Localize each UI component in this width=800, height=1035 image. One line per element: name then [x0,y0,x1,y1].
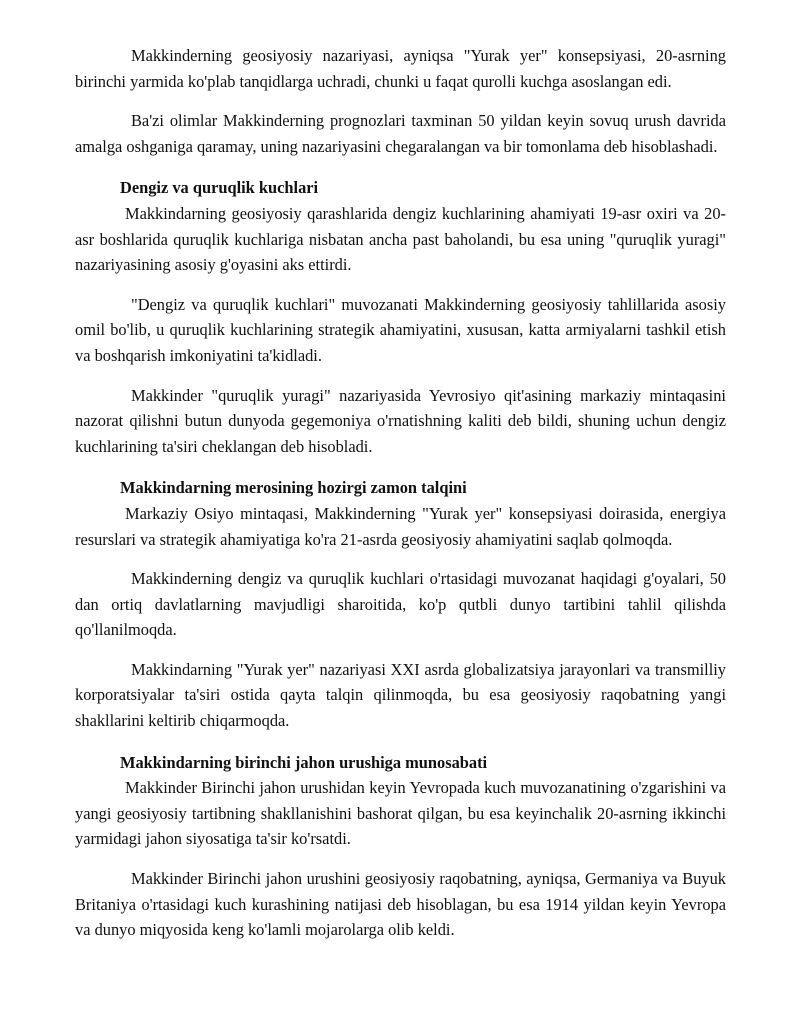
paragraph-3: Makkindarning geosiyosiy qarashlarida dengiz kuchlarining ahamiyati 19-asr oxiri va 20-asr boshlarida quruqlik kuchlariga nisbatan ancha past baholandi, bu esa uning "quruqlik yuragi" nazariyasining asosiy g'oyasini aks ettirdi. [75,203,726,275]
paragraph-1: Makkinderning geosiyosiy nazariyasi, ayniqsa "Yurak yer" konsepsiyasi, 20-asrning birinchi yarmida ko'plab tanqidlarga uchradi, chunki u faqat qurolli kuchga asoslangan edi. [75,46,726,91]
paragraph-6: Markaziy Osiyo mintaqasi, Makkinderning "Yurak yer" konsepsiyasi doirasida, energiya resurslari va strategik ahamiyatiga ko'ra 21-asrda geosiyosiy ahamiyatini saqlab qolmoqda. [75,503,726,549]
paragraph-2: Ba'zi olimlar Makkinderning prognozlari taxminan 50 yildan keyin sovuq urush davrida amalga oshganiga qaramay, uning nazariyasini chegaralangan va bir tomonlama deb hisoblashadi. [75,111,726,156]
paragraph-9: Makkinder Birinchi jahon urushidan keyin Yevropada kuch muvozanatining o'zgarishini va yangi geosiyosiy tartibning shakllanishini bashorat qilgan, bu esa keyinchalik 20-asrning ikkinchi yarmidagi jahon siyosatiga ta'sir ko'rsatdi. [75,778,726,849]
paragraph-7: Makkinderning dengiz va quruqlik kuchlari o'rtasidagi muvozanat haqidagi g'oyalari, 50 dan ortiq davlatlarning mavjudligi sharoitida, ko'p qutbli dunyo tartibini tahlil qilishda qo'llanilmoqda. [75,569,726,640]
section-heading-urush: Makkindarning birinchi jahon urushiga munosabati [120,752,488,772]
paragraph-5: Makkinder "quruqlik yuragi" nazariyasida Yevrosiyo qit'asining markaziy mintaqasini nazorat qilishni butun dunyoda gegemoniya o'rnatishning kaliti deb bildi, shuning uchun dengiz kuchlarining ta'siri cheklangan deb hisobladi. [75,385,726,456]
paragraph-10: Makkinder Birinchi jahon urushini geosiyosiy raqobatning, ayniqsa, Germaniya va Buyuk Britaniya o'rtasidagi kuch kurashining natijasi deb hisoblagan, bu esa 1914 yildan keyin Yevropa va dunyo miqyosida keng ko'lamli mojarolarga olib keldi. [75,869,726,940]
paragraph-4: "Dengiz va quruqlik kuchlari" muvozanati Makkinderning geosiyosiy tahlillarida asosiy omil bo'lib, u quruqlik kuchlarining strategik ahamiyatini, xususan, katta armiyalarni tashkil etish va boshqarish imkoniyatini ta'kidladi. [75,294,726,365]
paragraph-8: Makkindarning "Yurak yer" nazariyasi XXI asrda globalizatsiya jarayonlari va transmilliy korporatsiyalar ta'siri ostida qayta talqin qilinmoqda, bu esa geosiyosiy raqobatning yangi shakllarini keltirib chiqarmoqda. [75,659,726,731]
section-heading-meros: Makkindarning merosining hozirgi zamon talqini [120,478,467,498]
section-heading-dengiz: Dengiz va quruqlik kuchlari [120,178,319,198]
document-page [75,43,726,943]
